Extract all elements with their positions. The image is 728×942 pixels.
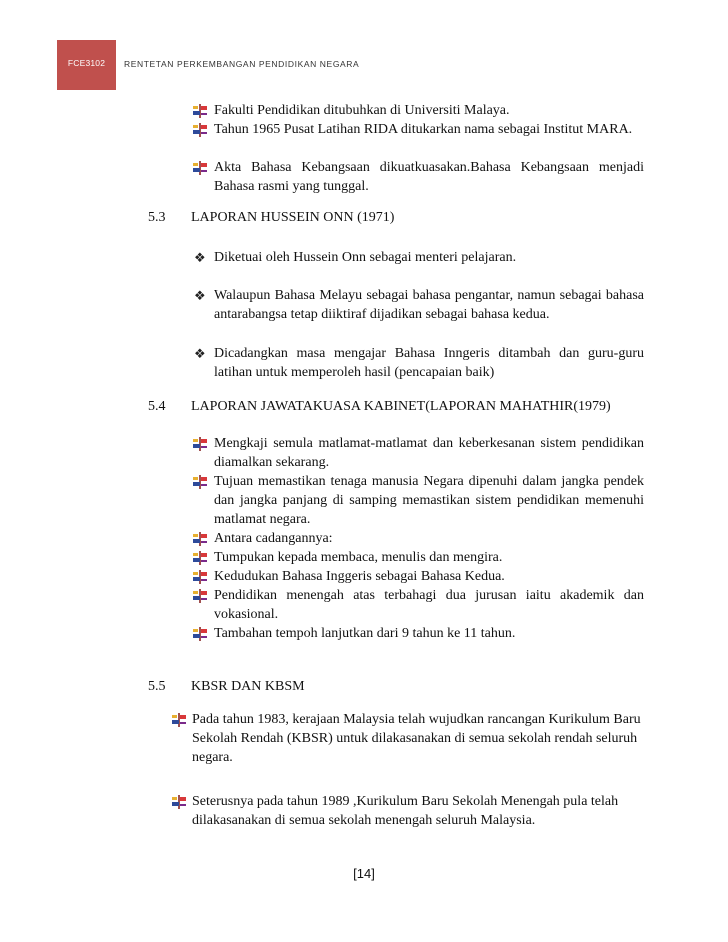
list-item: Tambahan tempoh lanjutkan dari 9 tahun ke 11 tahun.	[214, 626, 516, 641]
flag-bullet-icon	[172, 713, 186, 727]
section-number: 5.3	[148, 210, 166, 225]
diamond-bullet-icon: ❖	[194, 346, 206, 361]
list-item: Walaupun Bahasa Melayu sebagai bahasa pengantar, namun sebagai bahasa antarabangsa tetap diiktiraf dijadikan sebagai bahasa kedua.	[214, 288, 644, 322]
list-item: Tahun 1965 Pusat Latihan RIDA ditukarkan nama sebagai Institut MARA.	[214, 122, 633, 137]
flag-bullet-icon	[193, 532, 207, 546]
list-item: Kedudukan Bahasa Inggeris sebagai Bahasa Kedua.	[214, 569, 505, 584]
list-item: Antara cadangannya:	[214, 531, 333, 546]
header-code-box	[57, 40, 116, 90]
diamond-bullet-icon: ❖	[194, 250, 206, 265]
list-item: Akta Bahasa Kebangsaan dikuatkuasakan.Bahasa Kebangsaan menjadi Bahasa rasmi yang tunggal.	[214, 160, 644, 194]
list-item: Pada tahun 1983, kerajaan Malaysia telah wujudkan rancangan Kurikulum Baru Sekolah Rendah (KBSR) untuk dilakasanakan di semua sekolah rendah seluruh negara.	[192, 712, 641, 765]
section-number: 5.4	[148, 399, 166, 414]
flag-bullet-icon	[193, 570, 207, 584]
list-item: Fakulti Pendidikan ditubuhkan di Universiti Malaya.	[214, 103, 510, 118]
list-item: Mengkaji semula matlamat-matlamat dan keberkesanan sistem pendidikan diamalkan sekarang.	[214, 436, 644, 470]
course-code: FCE3102	[67, 58, 106, 68]
section-heading: LAPORAN HUSSEIN ONN (1971)	[191, 210, 395, 225]
flag-bullet-icon	[193, 161, 207, 175]
flag-bullet-icon	[193, 627, 207, 641]
flag-bullet-icon	[193, 475, 207, 489]
section-heading: LAPORAN JAWATAKUASA KABINET(LAPORAN MAHATHIR(1979)	[191, 399, 611, 414]
list-item: Pendidikan menengah atas terbahagi dua jurusan iaitu akademik dan vokasional.	[214, 588, 644, 622]
list-item: Tujuan memastikan tenaga manusia Negara dipenuhi dalam jangka pendek dan jangka panjang di samping memastikan sistem pendidikan memenuhi matlamat negara.	[214, 474, 644, 527]
section-heading: KBSR DAN KBSM	[191, 679, 305, 694]
header-title: RENTETAN PERKEMBANGAN PENDIDIKAN NEGARA	[124, 59, 360, 69]
flag-bullet-icon	[193, 123, 207, 137]
section-number: 5.5	[148, 679, 166, 694]
flag-bullet-icon	[193, 551, 207, 565]
list-item: Tumpukan kepada membaca, menulis dan mengira.	[214, 550, 503, 565]
flag-bullet-icon	[193, 589, 207, 603]
flag-bullet-icon	[193, 104, 207, 118]
list-item: Diketuai oleh Hussein Onn sebagai menteri pelajaran.	[214, 250, 517, 265]
list-item: Dicadangkan masa mengajar Bahasa Inngeris ditambah dan guru-guru latihan untuk memperoleh hasil (pencapaian baik)	[214, 346, 644, 380]
page-number: [14]	[353, 866, 375, 881]
flag-bullet-icon	[193, 437, 207, 451]
flag-bullet-icon	[172, 795, 186, 809]
diamond-bullet-icon: ❖	[194, 288, 206, 303]
list-item: Seterusnya pada tahun 1989 ,Kurikulum Baru Sekolah Menengah pula telah dilakasanakan di semua sekolah menengah seluruh Malaysia.	[192, 794, 619, 828]
